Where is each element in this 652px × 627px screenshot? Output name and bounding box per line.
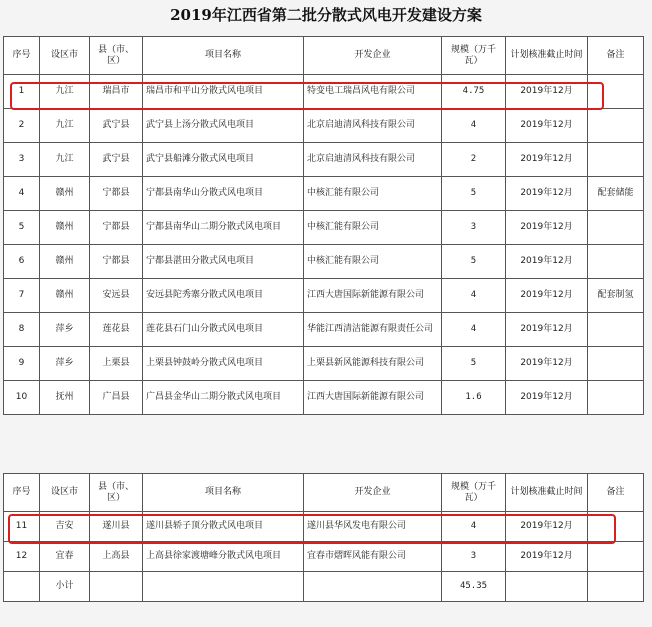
header-city: 设区市 [40, 37, 90, 75]
cell-seq: 4 [4, 177, 40, 211]
cell-seq: 11 [4, 512, 40, 542]
cell-city: 抚州 [40, 381, 90, 415]
cell-county: 上栗县 [90, 347, 143, 381]
cell-project: 广昌县金华山二期分散式风电项目 [143, 381, 304, 415]
cell-seq: 5 [4, 211, 40, 245]
header-note: 备注 [588, 474, 644, 512]
cell-project: 武宁县船滩分散式风电项目 [143, 143, 304, 177]
cell-city: 赣州 [40, 245, 90, 279]
table-row [4, 512, 644, 542]
table-row [4, 75, 644, 109]
cell-note [588, 512, 644, 542]
project-table-1 [3, 36, 644, 415]
cell-approval: 2019年12月 [506, 211, 588, 245]
cell-note [588, 109, 644, 143]
cell-county: 武宁县 [90, 143, 143, 177]
cell-scale: 1.6 [442, 381, 506, 415]
cell-seq: 6 [4, 245, 40, 279]
cell-scale: 3 [442, 211, 506, 245]
cell-note [588, 381, 644, 415]
cell-city: 九江 [40, 143, 90, 177]
cell-developer: 中核汇能有限公司 [304, 211, 442, 245]
cell-scale: 4 [442, 109, 506, 143]
table-row [4, 313, 644, 347]
header-note: 备注 [588, 37, 644, 75]
cell-county: 瑞昌市 [90, 75, 143, 109]
cell-scale: 3 [442, 542, 506, 572]
cell-approval: 2019年12月 [506, 109, 588, 143]
cell-developer: 中核汇能有限公司 [304, 177, 442, 211]
cell-project: 遂川县轿子顶分散式风电项目 [143, 512, 304, 542]
cell-approval: 2019年12月 [506, 143, 588, 177]
table-row [4, 347, 644, 381]
cell-scale: 5 [442, 347, 506, 381]
table-header-row [4, 474, 644, 512]
cell-seq: 7 [4, 279, 40, 313]
cell-county: 安远县 [90, 279, 143, 313]
cell-approval: 2019年12月 [506, 347, 588, 381]
cell-county: 广昌县 [90, 381, 143, 415]
header-developer: 开发企业 [304, 474, 442, 512]
cell-project: 武宁县上汤分散式风电项目 [143, 109, 304, 143]
cell-county: 上高县 [90, 542, 143, 572]
header-seq: 序号 [4, 37, 40, 75]
project-table-2 [3, 473, 644, 602]
cell-project: 莲花县石门山分散式风电项目 [143, 313, 304, 347]
cell-developer: 中核汇能有限公司 [304, 245, 442, 279]
table-row [4, 542, 644, 572]
cell-note: 配套储能 [588, 177, 644, 211]
cell-county: 宁都县 [90, 245, 143, 279]
cell-note: 配套制氢 [588, 279, 644, 313]
cell-approval: 2019年12月 [506, 75, 588, 109]
cell-scale: 4 [442, 512, 506, 542]
cell-developer: 北京启迪清风科技有限公司 [304, 109, 442, 143]
cell-developer: 华能江西清洁能源有限责任公司 [304, 313, 442, 347]
cell-developer: 江西大唐国际新能源有限公司 [304, 279, 442, 313]
cell-project: 宁都县湛田分散式风电项目 [143, 245, 304, 279]
cell-approval: 2019年12月 [506, 542, 588, 572]
cell-developer: 特变电工瑞昌风电有限公司 [304, 75, 442, 109]
cell-county: 宁都县 [90, 177, 143, 211]
cell-city: 九江 [40, 75, 90, 109]
cell-seq: 12 [4, 542, 40, 572]
cell-project: 上高县徐家渡塘峰分散式风电项目 [143, 542, 304, 572]
cell-approval: 2019年12月 [506, 245, 588, 279]
table-row [4, 143, 644, 177]
cell-project: 宁都县南华山分散式风电项目 [143, 177, 304, 211]
cell-project: 安远县陀秀寨分散式风电项目 [143, 279, 304, 313]
cell-scale: 4.75 [442, 75, 506, 109]
table-sheet-2 [3, 473, 643, 602]
subtotal-row [4, 572, 644, 602]
cell-developer: 江西大唐国际新能源有限公司 [304, 381, 442, 415]
header-project: 项目名称 [143, 474, 304, 512]
cell-developer: 宜春市熠晖风能有限公司 [304, 542, 442, 572]
subtotal-scale: 45.35 [442, 572, 506, 602]
cell-approval: 2019年12月 [506, 381, 588, 415]
cell-note [588, 542, 644, 572]
header-scale: 规模（万千瓦） [442, 37, 506, 75]
header-developer: 开发企业 [304, 37, 442, 75]
header-seq: 序号 [4, 474, 40, 512]
header-scale: 规模（万千瓦） [442, 474, 506, 512]
cell-county: 武宁县 [90, 109, 143, 143]
cell-developer: 上栗县新风能源科技有限公司 [304, 347, 442, 381]
cell-developer: 北京启迪清风科技有限公司 [304, 143, 442, 177]
cell-approval: 2019年12月 [506, 279, 588, 313]
cell-project: 宁都县南华山二期分散式风电项目 [143, 211, 304, 245]
cell-scale: 5 [442, 245, 506, 279]
table-sheet-1 [3, 36, 643, 415]
cell-county: 宁都县 [90, 211, 143, 245]
cell-seq: 9 [4, 347, 40, 381]
subtotal-label: 小计 [40, 572, 90, 602]
cell-county: 莲花县 [90, 313, 143, 347]
cell-city: 吉安 [40, 512, 90, 542]
header-city: 设区市 [40, 474, 90, 512]
table-row [4, 109, 644, 143]
cell-seq: 3 [4, 143, 40, 177]
header-approval: 计划核准截止时间 [506, 474, 588, 512]
cell-note [588, 75, 644, 109]
header-county: 县（市、区） [90, 474, 143, 512]
header-project: 项目名称 [143, 37, 304, 75]
cell-note [588, 245, 644, 279]
cell-seq: 10 [4, 381, 40, 415]
table-row [4, 381, 644, 415]
table-row [4, 177, 644, 211]
cell-approval: 2019年12月 [506, 313, 588, 347]
table-header-row [4, 37, 644, 75]
table-row [4, 279, 644, 313]
header-approval: 计划核准截止时间 [506, 37, 588, 75]
header-county: 县（市、区） [90, 37, 143, 75]
cell-note [588, 143, 644, 177]
cell-city: 宜春 [40, 542, 90, 572]
cell-city: 萍乡 [40, 347, 90, 381]
cell-county: 遂川县 [90, 512, 143, 542]
cell-scale: 4 [442, 313, 506, 347]
cell-scale: 5 [442, 177, 506, 211]
cell-note [588, 313, 644, 347]
cell-city: 赣州 [40, 177, 90, 211]
cell-approval: 2019年12月 [506, 177, 588, 211]
cell-note [588, 347, 644, 381]
cell-seq: 1 [4, 75, 40, 109]
cell-project: 瑞昌市和平山分散式风电项目 [143, 75, 304, 109]
cell-developer: 遂川县华风发电有限公司 [304, 512, 442, 542]
cell-city: 赣州 [40, 211, 90, 245]
cell-scale: 4 [442, 279, 506, 313]
page-title: 2019年江西省第二批分散式风电开发建设方案 [170, 6, 482, 24]
table-row [4, 211, 644, 245]
cell-city: 九江 [40, 109, 90, 143]
cell-seq: 2 [4, 109, 40, 143]
cell-approval: 2019年12月 [506, 512, 588, 542]
cell-city: 萍乡 [40, 313, 90, 347]
cell-scale: 2 [442, 143, 506, 177]
cell-seq: 8 [4, 313, 40, 347]
cell-project: 上栗县钟鼓岭分散式风电项目 [143, 347, 304, 381]
cell-city: 赣州 [40, 279, 90, 313]
table-row [4, 245, 644, 279]
cell-note [588, 211, 644, 245]
